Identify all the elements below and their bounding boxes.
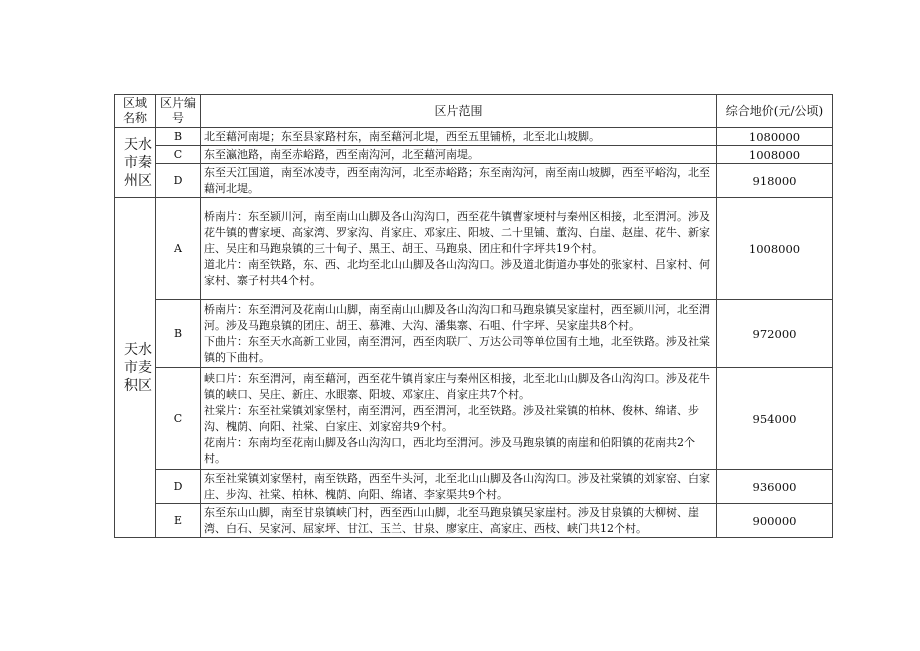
range-cell [201, 504, 717, 538]
code-cell: A [156, 198, 201, 300]
range-text: 北至藉河南堤；东至县家路村东，南至藉河北堤，西至五里铺桥，北至北山坡脚。 [204, 129, 600, 143]
table-row [115, 128, 833, 146]
range-cell [201, 300, 717, 368]
header-code: 区片编号 [156, 95, 201, 128]
code-cell: E [156, 504, 201, 538]
price-cell: 1008000 [717, 146, 833, 164]
table-row [115, 164, 833, 198]
land-price-table [114, 94, 833, 538]
code-cell: B [156, 128, 201, 146]
range-cell [201, 368, 717, 470]
price-cell: 936000 [717, 470, 833, 504]
header-price: 综合地价(元/公顷) [717, 95, 833, 128]
price-cell: 900000 [717, 504, 833, 538]
table-row [115, 470, 833, 504]
price-cell: 918000 [717, 164, 833, 198]
range-text: 东至瀛池路，南至赤峪路，西至南沟河，北至藉河南堤。 [204, 147, 479, 161]
code-cell: B [156, 300, 201, 368]
range-cell [201, 470, 717, 504]
table-row [115, 504, 833, 538]
range-text: 峡口片：东至渭河，南至藉河，西至花牛镇肖家庄与秦州区相接，北至北山山脚及各山沟沟口。涉及花牛镇的峡口、吴庄、新庄、水眼寨、阳坡、邓家庄、肖家庄共7个村。 [204, 371, 710, 401]
region-name: 天水市麦积区 [124, 341, 152, 394]
range-cell [201, 128, 717, 146]
price-cell: 954000 [717, 368, 833, 470]
header-region: 区域名称 [115, 95, 156, 128]
code-cell: D [156, 470, 201, 504]
price-cell: 1008000 [717, 198, 833, 300]
range-text: 桥南片：东至颍川河，南至南山山脚及各山沟沟口，西至花牛镇曹家埂村与秦州区相接，北至渭河。涉及花牛镇的曹家埂、高家湾、罗家沟、肖家庄、邓家庄、阳坡、二十里铺、董沟、白崖、赵崖、花牛、新家庄、吴庄和马跑泉镇的三十甸子、黑王、胡王、马跑泉、团庄和什字坪共19个村。 [204, 209, 710, 255]
range-cell [201, 146, 717, 164]
range-text: 花南片：东南均至花南山脚及各山沟沟口，西北均至渭河。涉及马跑泉镇的南崖和伯阳镇的花南共2个村。 [204, 435, 695, 465]
range-text: 桥南片：东至渭河及花南山山脚，南至南山山脚及各山沟沟口和马跑泉镇吴家崖村，西至颍川河，北至渭河。涉及马跑泉镇的团庄、胡王、慕滩、大沟、潘集寨、石咀、什字坪、吴家崖共8个村。 [204, 302, 710, 332]
range-text: 东至东山山脚，南至甘泉镇峡门村，西至西山山脚，北至马跑泉镇吴家崖村。涉及甘泉镇的大柳树、崖湾、白石、吴家河、屈家坪、甘江、玉兰、甘泉、廖家庄、高家庄、西枝、峡门共12个村。 [204, 505, 699, 535]
code-cell: D [156, 164, 201, 198]
region-cell [115, 128, 156, 198]
table-row [115, 146, 833, 164]
range-text: 东至社棠镇刘家堡村，南至铁路，西至牛头河，北至北山山脚及各山沟沟口。涉及社棠镇的刘家窑、白家庄、步沟、社棠、柏林、槐荫、向阳、绵诸、李家渠共9个村。 [204, 471, 710, 501]
table-row [115, 300, 833, 368]
range-text: 道北片：南至铁路，东、西、北均至北山山脚及各山沟沟口。涉及道北街道办事处的张家村、吕家村、何家村、寨子村共4个村。 [204, 257, 710, 287]
header-row [115, 95, 833, 128]
region-cell [115, 198, 156, 538]
range-text: 社棠片：东至社棠镇刘家堡村，南至渭河，西至渭河，北至铁路。涉及社棠镇的柏林、俊林、绵诸、步沟、槐荫、向阳、社棠、白家庄、刘家窑共9个村。 [204, 403, 699, 433]
code-cell: C [156, 146, 201, 164]
code-cell: C [156, 368, 201, 470]
range-cell [201, 198, 717, 300]
header-range: 区片范围 [201, 95, 717, 128]
price-cell: 1080000 [717, 128, 833, 146]
price-cell: 972000 [717, 300, 833, 368]
region-name: 天水市秦州区 [124, 136, 152, 189]
table-row [115, 368, 833, 470]
range-cell [201, 164, 717, 198]
table-row [115, 198, 833, 300]
range-text: 东至天江国道，南至冰凌寺，西至南沟河，北至赤峪路；东至南沟河，南至南山坡脚，西至平峪沟，北至藉河北堤。 [204, 165, 710, 195]
range-text: 下曲片：东至天水高新工业园，南至渭河，西至肉联厂、万达公司等单位国有土地，北至铁路。涉及社棠镇的下曲村。 [204, 334, 710, 364]
